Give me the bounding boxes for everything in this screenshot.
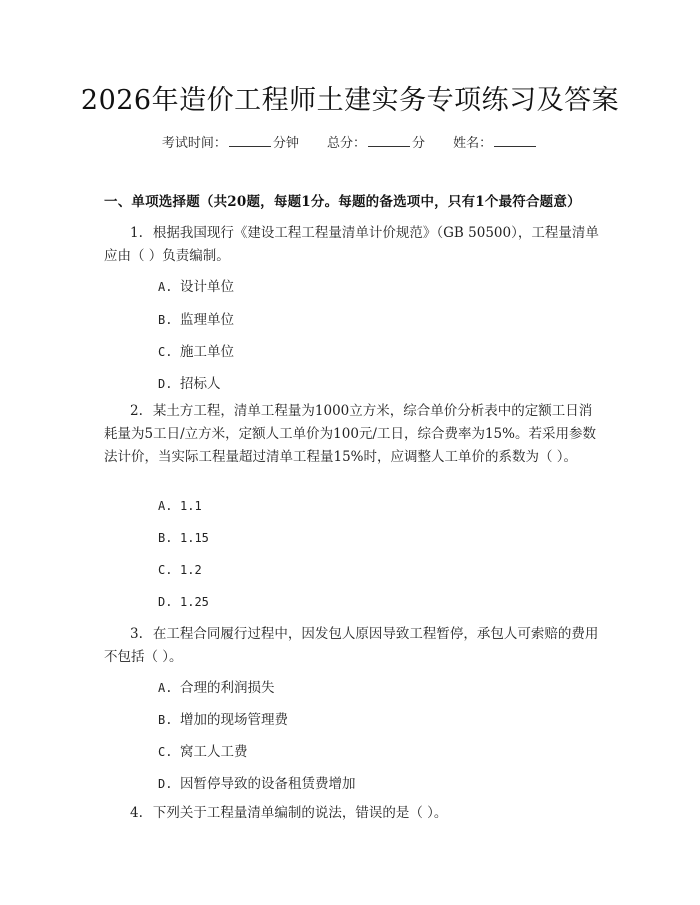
- option-text: 增加的现场管理费: [180, 712, 288, 728]
- question-stem: 在工程合同履行过程中，因发包人原因导致工程暂停，承包人可索赔的费用不包括（ ）。: [104, 626, 599, 665]
- question-1-option-b[interactable]: [158, 308, 234, 328]
- question-2-option-a[interactable]: [158, 498, 202, 514]
- option-letter: A.: [158, 681, 173, 695]
- question-number: 4.: [130, 805, 143, 821]
- question-number: 1.: [130, 225, 143, 241]
- option-text: 招标人: [180, 376, 221, 392]
- question-3: [104, 623, 600, 669]
- option-letter: D.: [158, 595, 173, 609]
- option-text: 1.2: [180, 563, 202, 577]
- question-number: 3.: [130, 626, 143, 642]
- option-letter: C.: [158, 345, 173, 359]
- time-label: 考试时间：: [161, 136, 227, 151]
- name-blank[interactable]: [494, 134, 536, 147]
- question-3-option-d[interactable]: [158, 772, 356, 792]
- option-text: 施工单位: [180, 344, 234, 360]
- option-letter: D.: [158, 777, 173, 791]
- option-letter: A.: [158, 280, 173, 294]
- question-1-option-d[interactable]: [158, 372, 221, 392]
- question-1-option-c[interactable]: [158, 340, 234, 360]
- time-blank[interactable]: [229, 134, 271, 147]
- question-2-option-b[interactable]: [158, 530, 209, 546]
- question-1-option-a[interactable]: [158, 275, 234, 295]
- option-letter: B.: [158, 313, 173, 327]
- time-field: [162, 132, 299, 151]
- question-3-option-b[interactable]: [158, 708, 288, 728]
- score-blank[interactable]: [368, 134, 410, 147]
- option-letter: C.: [158, 745, 173, 759]
- score-unit: 分: [412, 136, 426, 151]
- option-text: 窝工人工费: [180, 744, 248, 760]
- name-field: [453, 132, 538, 151]
- option-letter: A.: [158, 499, 173, 513]
- question-stem: 根据我国现行《建设工程工程量清单计价规范》（GB 50500），工程量清单应由（ ）负责编制。: [104, 225, 599, 264]
- option-text: 1.25: [180, 595, 209, 609]
- option-text: 合理的利润损失: [180, 680, 275, 696]
- question-stem: 某土方工程，清单工程量为1000立方米，综合单价分析表中的定额工日消耗量为5工日/立方米，定额人工单价为100元/工日，综合费率为15%。若采用参数法计价，当实际工程量超过清单工程量15%时，应调整人工单价的系数为（ ）。: [104, 403, 596, 465]
- option-text: 1.1: [180, 499, 202, 513]
- option-letter: D.: [158, 377, 173, 391]
- question-3-option-c[interactable]: [158, 740, 248, 760]
- exam-meta: [0, 132, 700, 151]
- time-unit: 分钟: [272, 136, 299, 151]
- question-2-option-d[interactable]: [158, 594, 209, 610]
- option-text: 1.15: [180, 531, 209, 545]
- score-label: 总分：: [326, 136, 366, 151]
- option-text: 因暂停导致的设备租赁费增加: [180, 776, 356, 792]
- score-field: [327, 132, 425, 151]
- question-number: 2.: [130, 403, 143, 419]
- question-3-option-a[interactable]: [158, 676, 275, 696]
- question-4: [104, 802, 600, 825]
- question-2-option-c[interactable]: [158, 562, 202, 578]
- option-letter: B.: [158, 713, 173, 727]
- option-letter: B.: [158, 531, 173, 545]
- question-2: [104, 400, 600, 469]
- option-text: 监理单位: [180, 312, 234, 328]
- page-title: 2026年造价工程师土建实务专项练习及答案: [80, 85, 620, 116]
- name-label: 姓名：: [453, 136, 493, 151]
- section-heading: 一、单项选择题（共20题，每题1分。每题的备选项中，只有1个最符合题意）: [104, 194, 581, 210]
- option-letter: C.: [158, 563, 173, 577]
- option-text: 设计单位: [180, 279, 234, 295]
- question-1: [104, 222, 600, 268]
- question-stem: 下列关于工程量清单编制的说法，错误的是（ ）。: [152, 805, 448, 821]
